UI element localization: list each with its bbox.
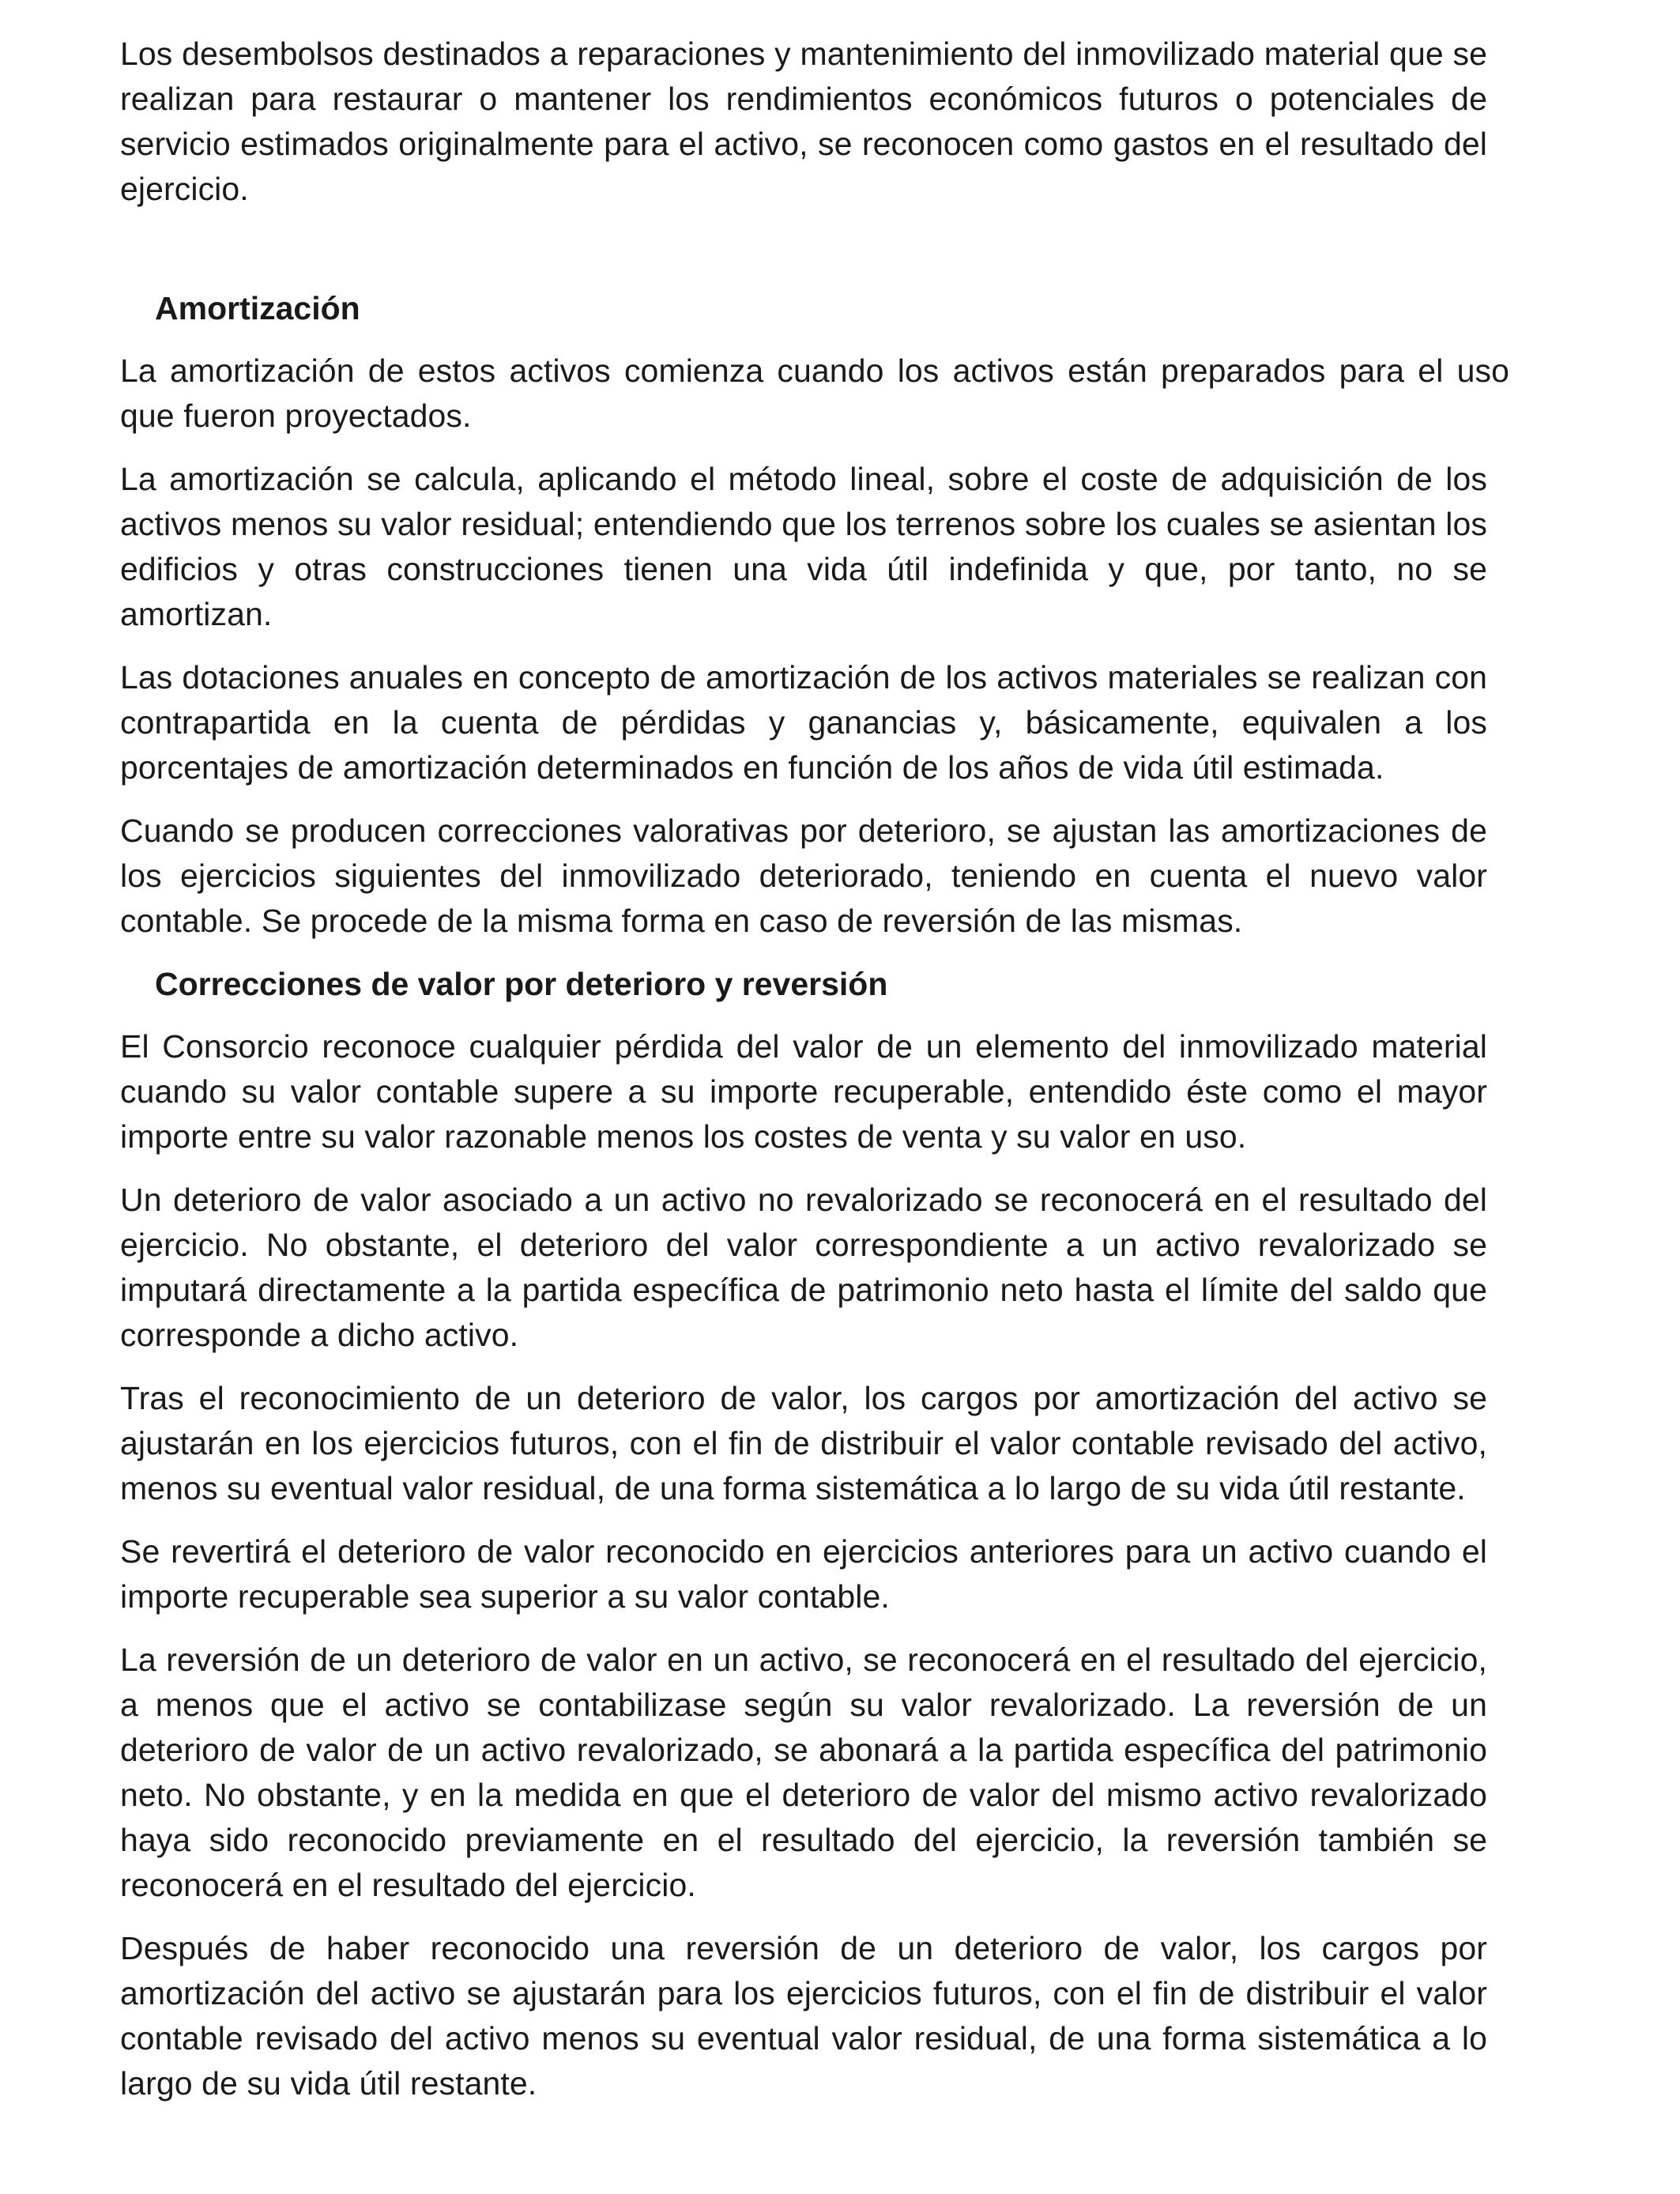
amortizacion-paragraph: Cuando se producen correcciones valorativas por deterioro, se ajustan las amortizaciones de los ejercicios siguientes del inmovilizado deteriorado, teniendo en cuenta el nuevo valor contable. Se procede de la misma forma en caso de reversión de las mismas.	[120, 812, 1487, 939]
amortizacion-paragraph: La amortización de estos activos comienza cuando los activos están preparados para el uso que fueron proyectados.	[120, 352, 1509, 434]
section-heading-correcciones: Correcciones de valor por deterioro y reversión	[155, 966, 888, 1002]
correcciones-paragraph: El Consorcio reconoce cualquier pérdida del valor de un elemento del inmovilizado material cuando su valor contable supere a su importe recuperable, entendido éste como el mayor importe entre su valor razonable menos los costes de venta y su valor en uso.	[120, 1028, 1487, 1155]
correcciones-paragraph: Un deterioro de valor asociado a un activo no revalorizado se reconocerá en el resultado del ejercicio. No obstante, el deterioro del valor correspondiente a un activo revalorizado se imputará directamente a la partida específica de patrimonio neto hasta el límite del saldo que corresponde a dicho activo.	[120, 1182, 1487, 1353]
section-heading-amortizacion: Amortización	[155, 290, 360, 326]
intro-paragraph: Los desembolsos destinados a reparaciones y mantenimiento del inmovilizado material que se realizan para restaurar o mantener los rendimientos económicos futuros o potenciales de servicio estimados originalmente para el activo, se reconocen como gastos en el resultado del ejercicio.	[120, 36, 1487, 207]
amortizacion-paragraph: La amortización se calcula, aplicando el método lineal, sobre el coste de adquisición de los activos menos su valor residual; entendiendo que los terrenos sobre los cuales se asientan los edificios y otras construcciones tienen una vida útil indefinida y que, por tanto, no se amortizan.	[120, 461, 1487, 632]
correcciones-paragraph: Después de haber reconocido una reversión de un deterioro de valor, los cargos por amortización del activo se ajustarán para los ejercicios futuros, con el fin de distribuir el valor contable revisado del activo menos su eventual valor residual, de una forma sistemática a lo largo de su vida útil restante.	[120, 1930, 1487, 2102]
amortizacion-paragraph: Las dotaciones anuales en concepto de amortización de los activos materiales se realizan con contrapartida en la cuenta de pérdidas y ganancias y, básicamente, equivalen a los porcentajes de amortización determinados en función de los años de vida útil estimada.	[120, 659, 1487, 786]
correcciones-paragraph: Tras el reconocimiento de un deterioro de valor, los cargos por amortización del activo se ajustarán en los ejercicios futuros, con el fin de distribuir el valor contable revisado del activo, menos su eventual valor residual, de una forma sistemática a lo largo de su vida útil restante.	[120, 1380, 1487, 1506]
correcciones-paragraph: Se revertirá el deterioro de valor reconocido en ejercicios anteriores para un activo cuando el importe recuperable sea superior a su valor contable.	[120, 1533, 1487, 1615]
document-page	[120, 32, 1509, 2124]
correcciones-paragraph: La reversión de un deterioro de valor en un activo, se reconocerá en el resultado del ejercicio, a menos que el activo se contabilizase según su valor revalorizado. La reversión de un deterioro de valor de un activo revalorizado, se abonará a la partida específica del patrimonio neto. No obstante, y en la medida en que el deterioro de valor del mismo activo revalorizado haya sido reconocido previamente en el resultado del ejercicio, la reversión también se reconocerá en el resultado del ejercicio.	[120, 1642, 1487, 1903]
